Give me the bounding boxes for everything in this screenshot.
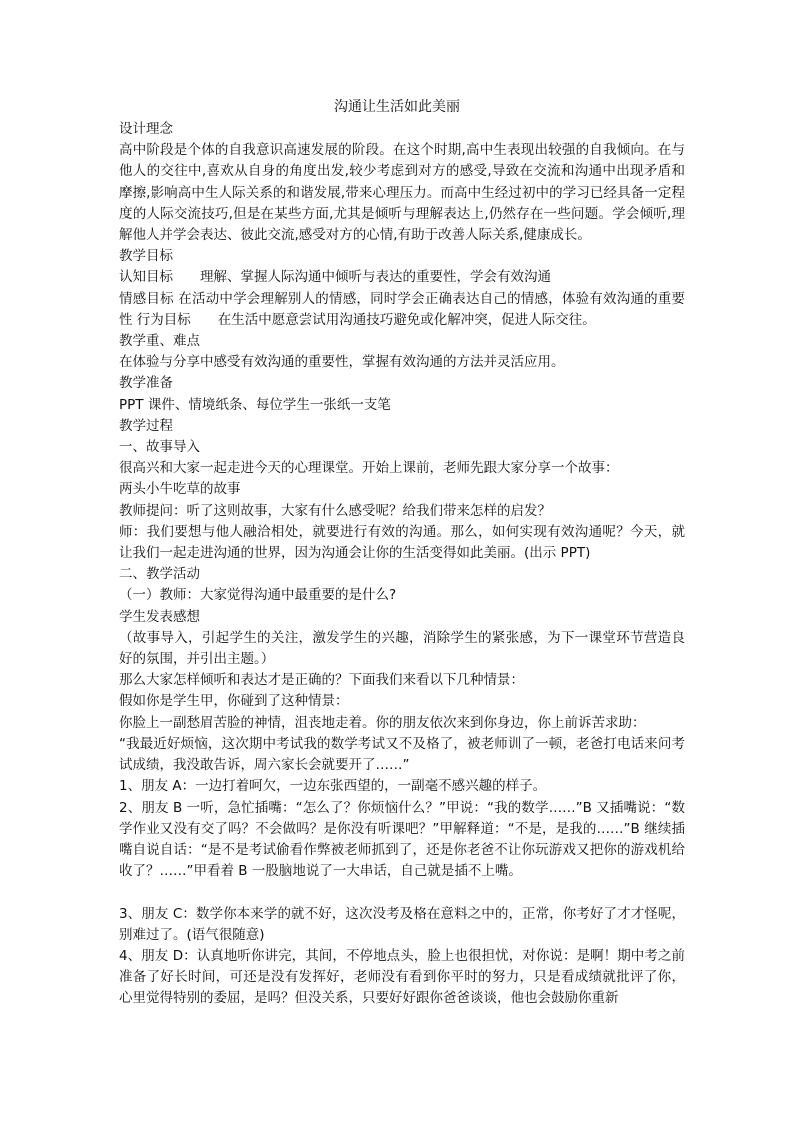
- emotion-behavior-goal: 情感目标 在活动中学会理解别人的情感，同时学会正确表达自己的情感，体验有效沟通的重要性 行为目标 在生活中愿意尝试用沟通技巧避免或化解冲突，促进人际交往。: [119, 290, 685, 328]
- scenario-text: 你脸上一副愁眉苦脸的神情，沮丧地走着。你的朋友依次来到你身边，你上前诉苦求助：: [119, 714, 646, 731]
- students-share: 学生发表感想: [119, 608, 200, 625]
- document-body: [119, 119, 685, 1010]
- teaching-goals-heading: 教学目标: [119, 248, 173, 265]
- friend-a: 1、朋友 A：一边打着呵欠，一边东张西望的，一副毫不感兴趣的样子。: [119, 778, 547, 795]
- student-quote: “我最近好烦恼，这次期中考试我的数学考试又不及格了，被老师训了一顿，老爸打电话来问考试成绩，我没敢告诉，周六家长会就要开了……”: [119, 735, 685, 774]
- teacher-question: 教师提问：听了这则故事，大家有什么感受呢？给我们带来怎样的启发？: [119, 502, 551, 519]
- preparation-paragraph: PPT 课件、情境纸条、每位学生一张纸一支笔: [119, 396, 391, 413]
- friend-d: 4、朋友 D：认真地听你讲完，其间，不停地点头，脸上也很担忧，对你说：是啊！期中考之前准备了好长时间，可还是没有发挥好，老师没有看到你平时的努力，只是看成绩就批评了你，心里觉得特别的委屈，是吗？但没关系，只要好好跟你爸爸谈谈，他也会鼓励你重新: [119, 947, 685, 1007]
- document-title: 沟通让生活如此美丽: [334, 99, 460, 115]
- transition-line: 那么大家怎样倾听和表达才是正确的？下面我们来看以下几种情景：: [119, 672, 524, 689]
- key-points-paragraph: 在体验与分享中感受有效沟通的重要性，掌握有效沟通的方法并灵活应用。: [119, 354, 565, 371]
- activity-note: （故事导入，引起学生的关注，激发学生的兴趣，消除学生的紧张感，为下一课堂环节营造良好的氛围，并引出主题。）: [119, 629, 685, 668]
- preparation-heading: 教学准备: [119, 375, 173, 392]
- key-points-heading: 教学重、难点: [119, 333, 200, 350]
- paragraph-gap: [119, 882, 685, 903]
- friend-b: 2、朋友 B 一听，急忙插嘴：“怎么了？你烦恼什么？”甲说：“我的数学……”B 又插嘴说：“数学作业又没有交了吗？不会做吗？是你没有听课吧？”甲解释道：“不是，是我的……”B 继续插嘴自说自话：“是不是考试偷看作弊被老师抓到了，还是你老爸不让你玩游戏又把你的游戏机给收了？……”甲看着 B 一股脑地说了一大串话，自己就是插不上嘴。: [119, 799, 685, 880]
- activity1-question: （一）教师：大家觉得沟通中最重要的是什么?: [119, 587, 397, 604]
- design-concept-paragraph: 高中阶段是个体的自我意识高速发展的阶段。在这个时期,高中生表现出较强的自我倾向。在与他人的交往中,喜欢从自身的角度出发,较少考虑到对方的感受,导致在交流和沟通中出现矛盾和摩擦,影响高中生人际关系的和谐发展,带来心理压力。而高中生经过初中的学习已经具备一定程度的人际交流技巧,但是在某些方面,尤其是倾听与理解表达上,仍然存在一些问题。学会倾听,理解他人并学会表达、彼此交流,感受对方的心情,有助于改善人际关系,健康成长。: [119, 142, 685, 244]
- teacher-intro: 师：我们要想与他人融洽相处，就要进行有效的沟通。那么，如何实现有效沟通呢？今天，就让我们一起走进沟通的世界，因为沟通会让你的生活变得如此美丽。(出示 PPT): [119, 523, 685, 562]
- part2-heading: 二、教学活动: [119, 566, 200, 583]
- scenario-intro: 假如你是学生甲，你碰到了这种情景：: [119, 693, 349, 710]
- cognitive-goal: 认知目标 理解、掌握人际沟通中倾听与表达的重要性，学会有效沟通: [119, 269, 551, 286]
- design-concept-heading: 设计理念: [119, 121, 173, 137]
- part1-paragraph: 很高兴和大家一起走进今天的心理课堂。开始上课前，老师先跟大家分享一个故事：: [119, 460, 619, 477]
- part1-heading: 一、故事导入: [119, 439, 200, 456]
- process-heading: 教学过程: [119, 417, 173, 434]
- friend-c: 3、朋友 C：数学你本来学的就不好，这次没考及格在意料之中的，正常，你考好了才才怪呢，别难过了。(语气很随意): [119, 905, 685, 943]
- story-title: 两头小牛吃草的故事: [119, 481, 241, 498]
